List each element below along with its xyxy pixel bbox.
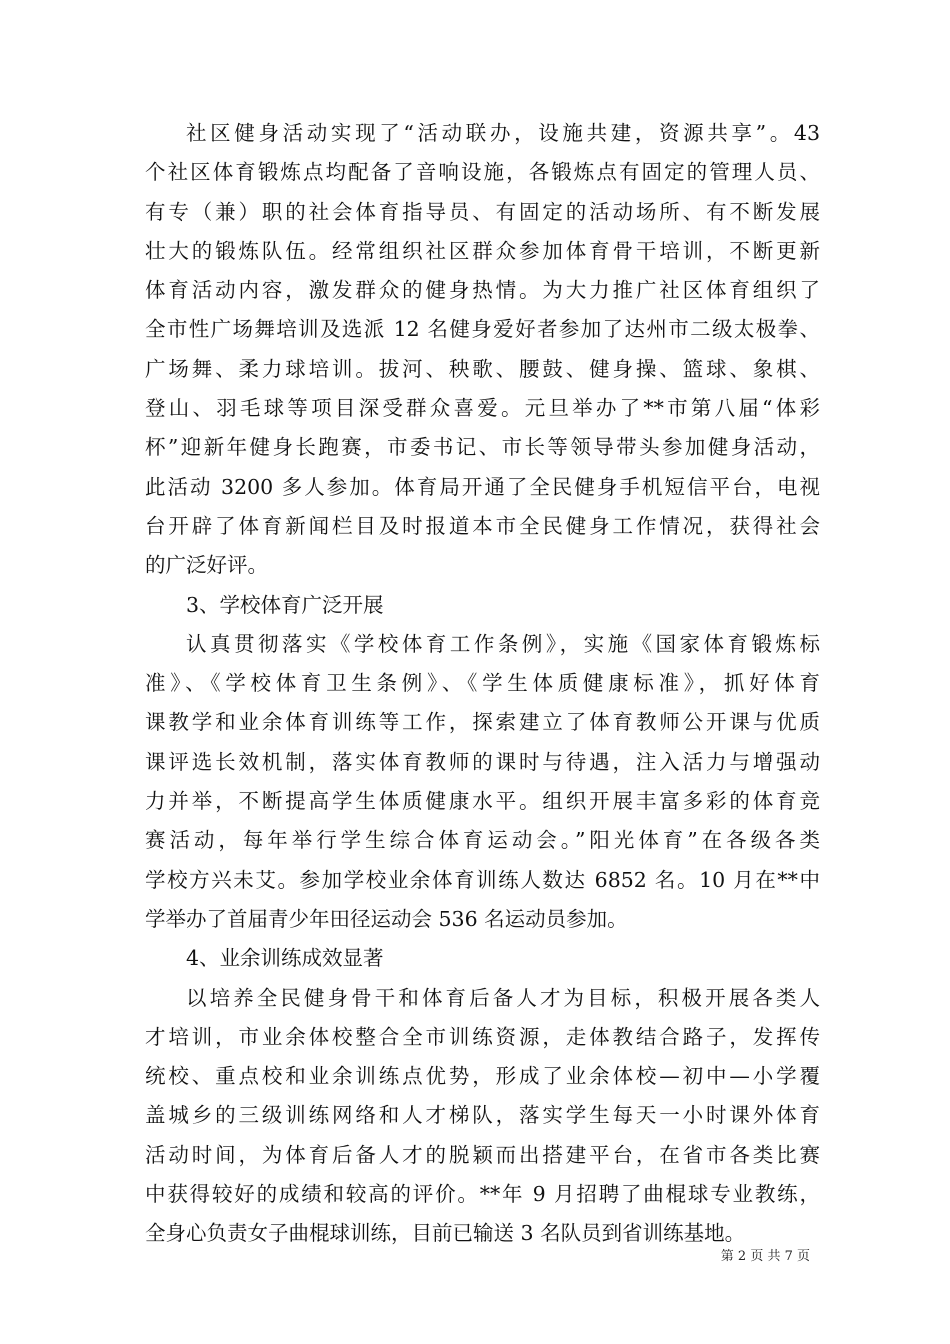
- text-line: 学举办了首届青少年田径运动会 536 名运动员参加。: [145, 906, 628, 931]
- text-line: 社区健身活动实现了“活动联办，设施共建，资源共享”。43: [186, 121, 820, 145]
- text-line: 准》、《学校体育卫生条例》、《学生体质健康标准》，抓好体育: [145, 671, 820, 696]
- text-line: 登山、羽毛球等项目深受群众喜爱。元旦举办了**市第八届“体彩: [145, 396, 820, 421]
- text-line: 台开辟了体育新闻栏目及时报道本市全民健身工作情况，获得社会: [145, 513, 820, 538]
- text-line: 体育活动内容，激发群众的健身热情。为大力推广社区体育组织了: [145, 278, 820, 303]
- text-line: 广场舞、柔力球培训。拔河、秧歌、腰鼓、健身操、篮球、象棋、: [145, 356, 820, 381]
- text-line: 4、业余训练成效显著: [186, 946, 384, 971]
- text-line: 学校方兴未艾。参加学校业余体育训练人数达 6852 名。10 月在**中: [145, 867, 820, 892]
- text-line: 此活动 3200 多人参加。体育局开通了全民健身手机短信平台，电视: [145, 474, 820, 499]
- text-line: 全身心负责女子曲棍球训练，目前已输送 3 名队员到省训练基地。: [145, 1221, 746, 1246]
- page-number: 第 2 页 共 7 页: [720, 1249, 810, 1264]
- text-line: 中获得较好的成绩和较高的评价。**年 9 月招聘了曲棍球专业教练，: [145, 1182, 820, 1207]
- text-line: 以培养全民健身骨干和体育后备人才为目标，积极开展各类人: [186, 985, 820, 1010]
- text-line: 课评选长效机制，落实体育教师的课时与待遇，注入活力与增强动: [145, 749, 820, 774]
- body-text: [145, 114, 820, 1254]
- text-line: 课教学和业余体育训练等工作，探索建立了体育教师公开课与优质: [145, 710, 820, 735]
- text-line: 盖城乡的三级训练网络和人才梯队，落实学生每天一小时课外体育: [145, 1103, 820, 1128]
- text-line: 杯”迎新年健身长跑赛，市委书记、市长等领导带头参加健身活动，: [145, 435, 820, 460]
- text-line: 才培训，市业余体校整合全市训练资源，走体教结合路子，发挥传: [145, 1024, 820, 1049]
- text-line: 壮大的锻炼队伍。经常组织社区群众参加体育骨干培训，不断更新: [145, 238, 820, 263]
- text-line: 力并举，不断提高学生体质健康水平。组织开展丰富多彩的体育竞: [145, 789, 820, 814]
- text-line: 的广泛好评。: [145, 553, 268, 578]
- text-line: 统校、重点校和业余训练点优势，形成了业余体校—初中—小学覆: [145, 1064, 820, 1089]
- text-line: 认真贯彻落实《学校体育工作条例》，实施《国家体育锻炼标: [186, 631, 820, 656]
- text-line: 赛活动，每年举行学生综合体育运动会。”阳光体育”在各级各类: [145, 828, 820, 853]
- text-line: 3、学校体育广泛开展: [186, 592, 384, 617]
- text-line: 个社区体育锻炼点均配备了音响设施，各锻炼点有固定的管理人员、: [145, 160, 820, 185]
- text-line: 活动时间，为体育后备人才的脱颖而出搭建平台，在省市各类比赛: [145, 1142, 820, 1167]
- text-line: 全市性广场舞培训及选派 12 名健身爱好者参加了达州市二级太极拳、: [145, 317, 820, 342]
- text-line: 有专（兼）职的社会体育指导员、有固定的活动场所、有不断发展: [145, 199, 820, 224]
